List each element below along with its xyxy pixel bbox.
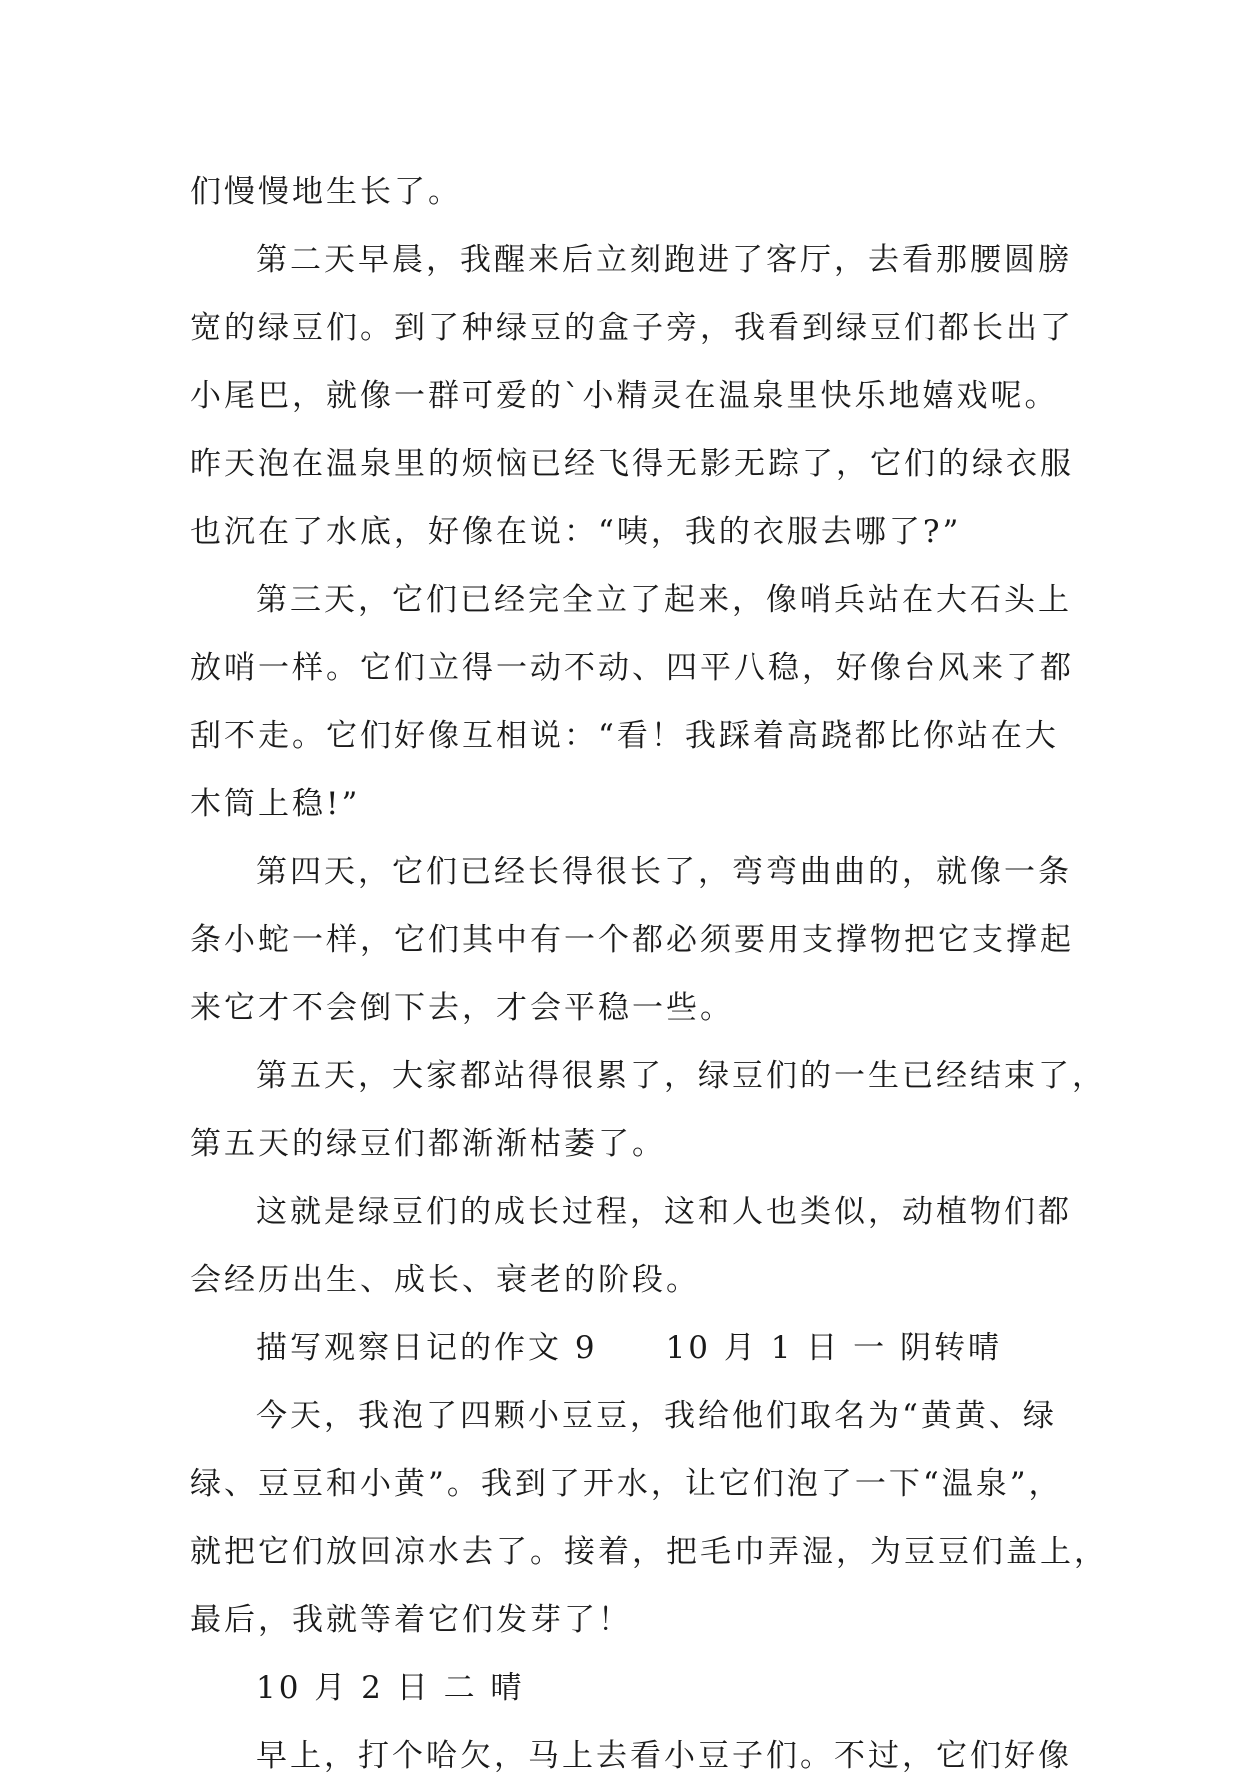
- text-line: 宽的绿豆们。到了种绿豆的盒子旁，我看到绿豆们都长出了: [190, 310, 1074, 346]
- text-line: 小尾巴，就像一群可爱的`小精灵在温泉里快乐地嬉戏呢。: [190, 378, 1059, 414]
- text-line: 就把它们放回凉水去了。接着，把毛巾弄湿，为豆豆们盖上，: [190, 1534, 1108, 1570]
- text-line: 们慢慢地生长了。: [190, 174, 462, 210]
- text-line: 今天，我泡了四颗小豆豆，我给他们取名为“黄黄、绿: [256, 1398, 1057, 1434]
- text-line: 早上，打个哈欠，马上去看小豆子们。不过，它们好像: [256, 1738, 1072, 1774]
- text-line: 条小蛇一样，它们其中有一个都必须要用支撑物把它支撑起: [190, 922, 1074, 958]
- text-line: 会经历出生、成长、衰老的阶段。: [190, 1262, 700, 1298]
- body-text: [190, 158, 1108, 1790]
- text-line: 10 月 2 日 二 晴: [256, 1670, 525, 1706]
- text-line: 昨天泡在温泉里的烦恼已经飞得无影无踪了，它们的绿衣服: [190, 446, 1074, 482]
- text-line: 来它才不会倒下去，才会平稳一些。: [190, 990, 734, 1026]
- text-line: 第五天的绿豆们都渐渐枯萎了。: [190, 1126, 666, 1162]
- text-line: 也沉在了水底，好像在说：“咦，我的衣服去哪了?”: [190, 514, 962, 550]
- text-line: 放哨一样。它们立得一动不动、四平八稳，好像台风来了都: [190, 650, 1074, 686]
- text-line: 第五天，大家都站得很累了，绿豆们的一生已经结束了，: [256, 1058, 1106, 1094]
- text-line: 描写观察日记的作文 9 10 月 1 日 一 阴转晴: [256, 1330, 1003, 1366]
- text-line: 这就是绿豆们的成长过程，这和人也类似，动植物们都: [256, 1194, 1072, 1230]
- text-line: 绿、豆豆和小黄”。我到了开水，让它们泡了一下“温泉”，: [190, 1466, 1063, 1502]
- text-line: 第四天，它们已经长得很长了，弯弯曲曲的，就像一条: [256, 854, 1072, 890]
- text-line: 第三天，它们已经完全立了起来，像哨兵站在大石头上: [256, 582, 1072, 618]
- text-line: 木筒上稳!”: [190, 786, 361, 822]
- text-line: 刮不走。它们好像互相说：“看！我踩着高跷都比你站在大: [190, 718, 1059, 754]
- text-line: 第二天早晨，我醒来后立刻跑进了客厅，去看那腰圆膀: [256, 242, 1072, 278]
- text-line: 最后，我就等着它们发芽了！: [190, 1602, 632, 1638]
